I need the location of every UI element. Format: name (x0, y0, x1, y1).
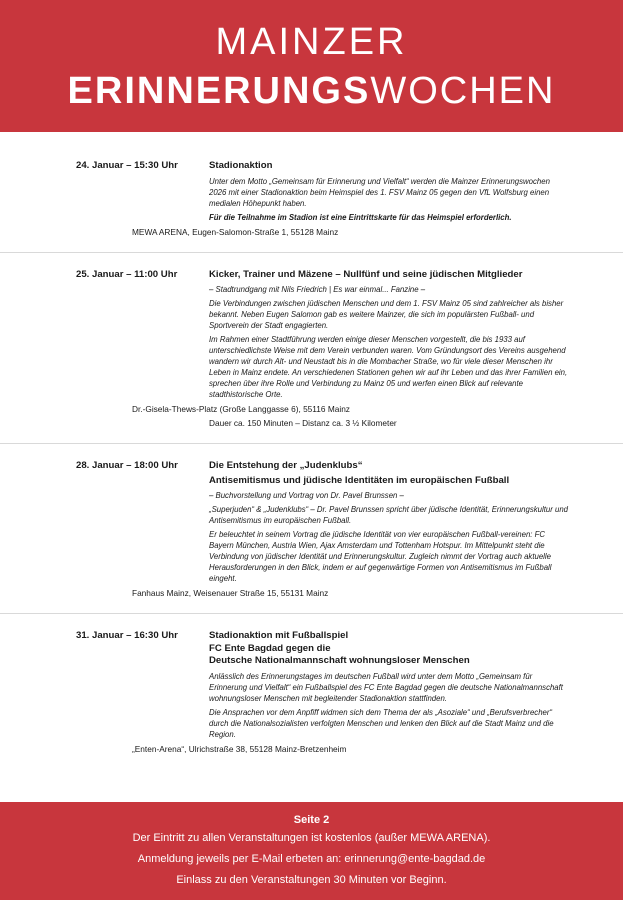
event-location: Dr.-Gisela-Thews-Platz (Große Langgasse 6), 55116 Mainz (132, 404, 350, 414)
footer-admission: Der Eintritt zu allen Veranstaltungen ist kostenlos (außer MEWA ARENA). (132, 832, 491, 844)
title-line-1: MAINZER (215, 21, 408, 63)
divider (0, 613, 623, 614)
event-text: Die Verbindungen zwischen jüdischen Menschen und dem 1. FSV Mainz 05 sind zahlreicher als bisher bekannt. Neben Eugen Salomon gab es weitere Mainzer, die sich im populärsten Fußball- und Sportverein der Stadt engagierten. (209, 299, 564, 330)
event-title: Stadionaktion (209, 160, 273, 171)
event-item (0, 160, 623, 238)
event-title-2: FC Ente Bagdad gegen die (209, 642, 331, 654)
header-banner (0, 0, 623, 132)
event-title-2: Antisemitismus und jüdische Identitäten im europäischen Fußball (209, 474, 510, 486)
event-duration: Dauer ca. 150 Minuten – Distanz ca. 3 ½ Kilometer (209, 418, 397, 428)
event-subtitle: – Buchvorstellung und Vortrag von Dr. Pavel Brunssen – (209, 491, 404, 500)
event-body (209, 269, 569, 401)
event-body (209, 460, 569, 584)
footer-entry-time: Einlass zu den Veranstaltungen 30 Minuten vor Beginn. (176, 874, 447, 886)
event-location: „Enten-Arena“, Ulrichstraße 38, 55128 Mainz-Bretzenheim (132, 743, 347, 754)
event-location: Fanhaus Mainz, Weisenauer Straße 15, 55131 Mainz (132, 588, 329, 598)
event-title: Kicker, Trainer und Mäzene – Nullfünf und seine jüdischen Mitglieder (209, 268, 523, 280)
title-rest-part: WOCHEN (370, 70, 556, 112)
event-title: Die Entstehung der „Judenklubs“ (209, 460, 363, 471)
event-body (209, 630, 569, 740)
title-line-2 (0, 68, 623, 114)
event-item (0, 269, 623, 430)
event-note: Für die Teilnahme im Stadion ist eine Eintrittskarte für das Heimspiel erforderlich. (209, 212, 512, 222)
event-subtitle: – Stadtrundgang mit Nils Friedrich | Es war einmal... Fanzine – (209, 285, 426, 294)
event-text: Unter dem Motto „Gemeinsam für Erinnerung und Vielfalt“ werden die Mainzer Erinnerungswochen 2026 mit einer Stadionaktion beim Heimspiel des 1. FSV Mainz 05 gegen den VfL Wolfsburg einen medialen Höhepunkt haben. (209, 176, 550, 208)
event-text: Anlässlich des Erinnerungstages im deutschen Fußball wird unter dem Motto „Gemeinsam für Erinnerung und Vielfalt“ ein Fußballspiel des FC Ente Bagdad gegen die deutsche Nationalmannschaft wohnungsloser Menschen mit begleitender Stadionaktion stattfinden. (209, 671, 563, 703)
divider (0, 443, 623, 444)
title-bold-part: ERINNERUNGS (67, 70, 371, 112)
event-item (0, 460, 623, 599)
event-location: MEWA ARENA, Eugen-Salomon-Straße 1, 55128 Mainz (132, 226, 339, 237)
event-text: Die Ansprachen vor dem Anpfiff widmen sich dem Thema der als „Asoziale“ und „Berufsverbrecher“ durch die Nationalsozialisten verfolgten Menschen und lenken den Blick auf die Stadt Mainz und die Region. (209, 707, 554, 739)
event-body (209, 160, 569, 223)
divider (0, 252, 623, 253)
event-date: 28. Januar – 18:00 Uhr (76, 460, 178, 471)
event-date: 24. Januar – 15:30 Uhr (76, 160, 178, 171)
event-date: 31. Januar – 16:30 Uhr (76, 630, 178, 641)
event-list (0, 160, 623, 755)
event-text: Im Rahmen einer Stadtführung werden einige dieser Menschen vorgestellt, die bis 1933 auf unterschiedlichste Weise mit dem Verein verbunden waren. Vom Gründungsort des Vereins ausgehend wandern wir durch Alt- und Neustadt bis in die Mombacher Straße, wo für viele dieser Menschen ihr Leben in Mainz endete. An verschiedenen Stationen gehen wir auf ihr Leben und das ihrer Familien ein, sprechen über ihre Rolle und Verbindung zu Mainz 05 und werfen einen Blick auf relevante stadthistorische Orte. (209, 335, 568, 399)
footer-registration: Anmeldung jeweils per E-Mail erbeten an: erinnerung@ente-bagdad.de (137, 853, 486, 865)
event-text: „Superjuden“ & „Judenklubs“ – Dr. Pavel Brunssen spricht über jüdische Identität, Erinnerungskultur und Antisemitismus im europäischen Fußball. (209, 505, 568, 525)
event-text: Er beleuchtet in seinem Vortrag die jüdische Identität von vier europäischen Fußball-vereinen: FC Bayern München, Austria Wien, Ajax Amsterdam und Tottenham Hotspur. Im Mittelpunkt steht die Verbindung von jüdischer Identität und Erinnerungskultur. Zugleich nimmt der Vortrag auch aktuelle Herausforderungen in den Blick, indem er auf gegenwärtige Formen von Antisemitismus im Fußball eingeht. (209, 530, 552, 583)
footer-banner (0, 802, 623, 900)
event-title: Stadionaktion mit Fußballspiel (209, 630, 349, 641)
event-item (0, 630, 623, 755)
event-title-3: Deutsche Nationalmannschaft wohnungsloser Menschen (209, 655, 470, 666)
page-number: Seite 2 (293, 814, 330, 826)
event-date: 25. Januar – 11:00 Uhr (76, 268, 178, 280)
